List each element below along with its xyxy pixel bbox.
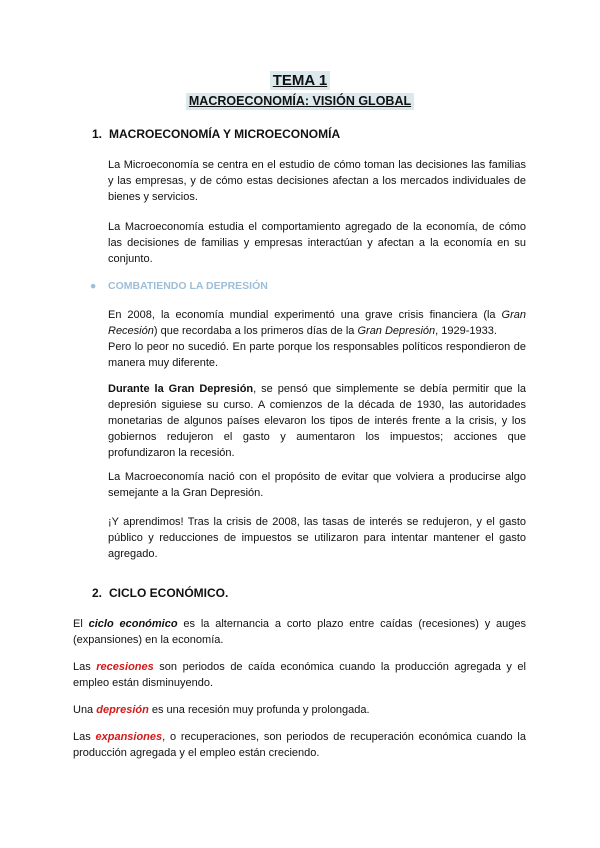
text-run: Las [73,731,96,743]
recesiones-term: recesiones [96,661,154,673]
bullet-heading [90,279,268,293]
macro-paragraph: La Macroeconomía estudia el comportamiento agregado de la economía, de cómo las decisiones de familias y empresas interactúan y afectan a la economía en su conjunto. [108,221,526,265]
title-block [0,71,600,110]
text-run: , se pensó que simplemente se debía permitir que la depresión siguiese su curso. A comienzos de la década de 1930, las autoridades monetarias de algunos países elevaron los tipos de interés frente a la crisis, y los gobiernos redujeron el gasto y aumentaron los impuestos; acciones que profundizaron la recesión. [108,383,527,459]
text-run: El [73,618,89,630]
section1-heading [92,127,340,142]
section1-number: 1. [92,127,103,141]
crisis-paragraph-2 [108,381,526,461]
gran-recesion-term: Gran Recesión [108,309,526,337]
crisis-paragraph-1b: Pero lo peor no sucedió. En parte porque los responsables políticos respondieron de manera muy diferente. [108,341,526,369]
crisis-paragraph-3: La Macroeconomía nació con el propósito de evitar que volviera a producirse algo semejante a la Gran Depresión. [108,471,526,499]
section1-title: MACROECONOMÍA Y MICROECONOMÍA [109,127,341,141]
durante-gran-depresion-bold: Durante la Gran Depresión [108,383,254,395]
text-run: es la alternancia a corto plazo entre caídas (recesiones) y auges (expansiones) en la economía. [73,618,526,646]
bullet-label: COMBATIENDO LA DEPRESIÓN [108,280,268,292]
expansiones-paragraph [73,729,526,761]
ciclo-paragraph [73,616,526,648]
ciclo-economico-term: ciclo económico [88,618,178,630]
depresion-paragraph [73,702,526,718]
recesiones-paragraph [73,659,526,691]
micro-paragraph: La Microeconomía se centra en el estudio de cómo toman las decisiones las familias y las empresas, y de cómo estas decisiones afectan a los mercados individuales de bienes y servicios. [108,159,526,203]
depresion-term: depresión [96,704,149,716]
text-run: Una [73,704,97,716]
section2-heading [92,586,228,601]
crisis-paragraph-1 [108,307,526,339]
text-run: es una recesión muy profunda y prolongada. [148,704,370,716]
section2-title: CICLO ECONÓMICO. [109,586,229,600]
text-run: ) que recordaba a los primeros días de la [153,325,358,337]
text-run: son periodos de caída económica cuando la producción agregada y el empleo están disminuyendo. [73,661,526,689]
document-subtitle: MACROECONOMÍA: VISIÓN GLOBAL [186,93,414,110]
text-run: , o recuperaciones, son periodos de recuperación económica cuando la producción agregada y el empleo están creciendo. [73,731,526,759]
text-run: Las [73,661,97,673]
bullet-icon: ● [90,280,97,292]
text-run: En 2008, la economía mundial experimentó una grave crisis financiera (la [108,309,502,321]
document-title: TEMA 1 [270,71,330,90]
text-run: , 1929-1933. [435,325,497,337]
crisis-paragraph-4: ¡Y aprendimos! Tras la crisis de 2008, las tasas de interés se redujeron, y el gasto público y reducciones de impuestos se utilizaron para intentar mantener el gasto agregado. [108,516,526,560]
section2-number: 2. [92,586,103,600]
expansiones-term: expansiones [95,731,163,743]
gran-depresion-term: Gran Depresión [357,325,436,337]
